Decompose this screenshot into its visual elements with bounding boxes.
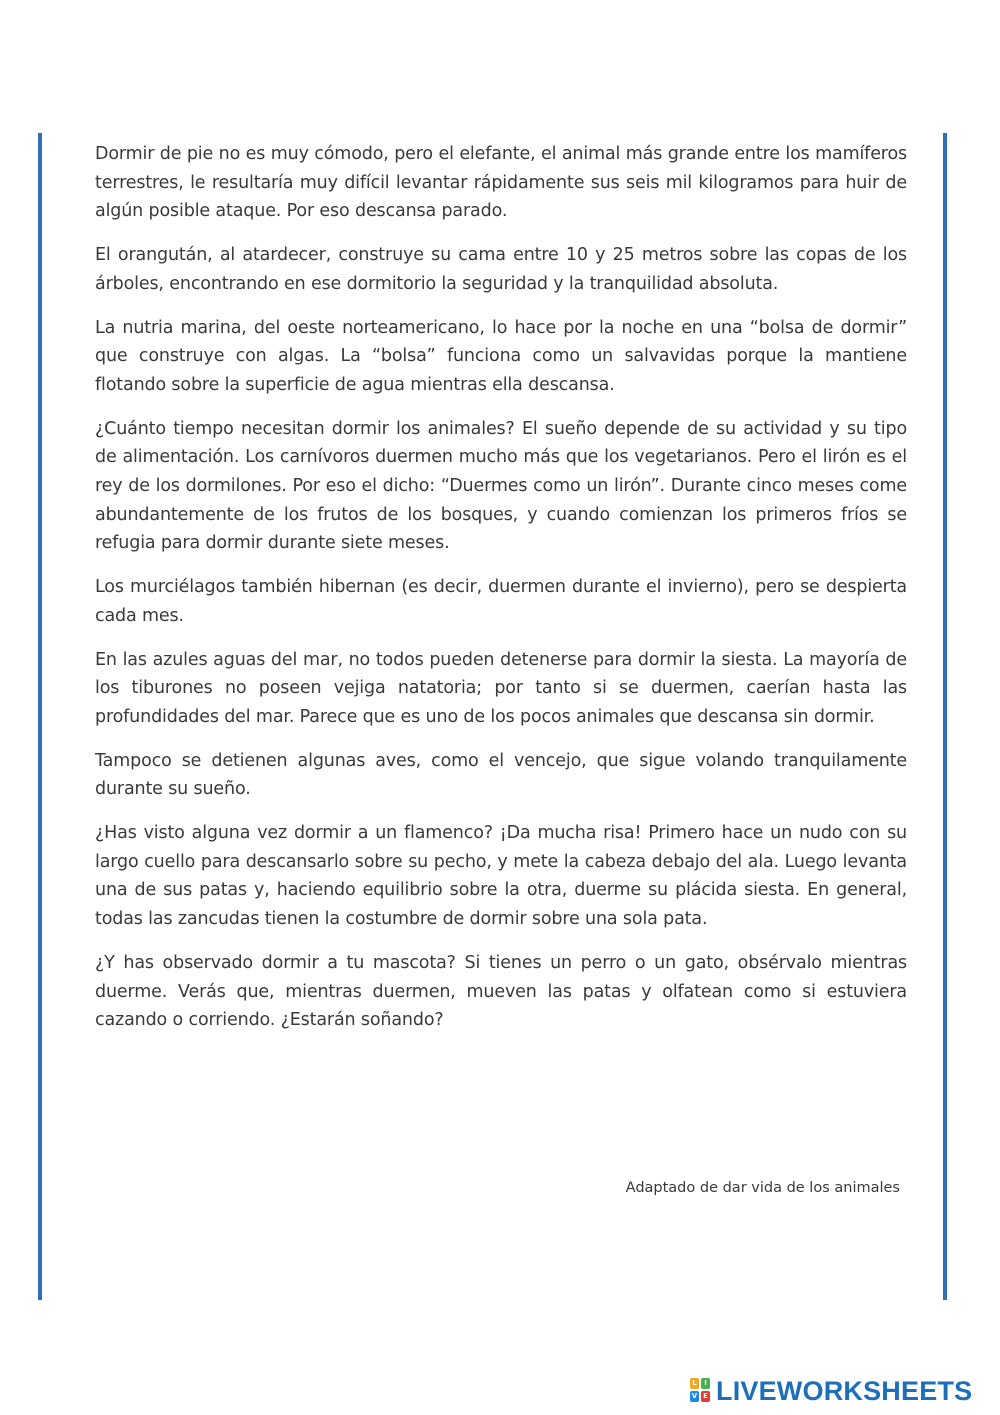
paragraph-tiburones: En las azules aguas del mar, no todos pueden detenerse para dormir la siesta. La mayoría de los tiburones no poseen vejiga natatoria; por tanto si se duermen, caerían hasta las profundidades del mar. Parece que es uno de los pocos animales que descansa sin dormir.	[95, 649, 907, 727]
paragraph-orangutan: El orangután, al atardecer, construye su cama entre 10 y 25 metros sobre las copas de los árboles, encontrando en ese dormitorio la seguridad y la tranquilidad absoluta.	[95, 245, 907, 294]
paragraph-nutria: La nutria marina, del oeste norteamericano, lo hace por la noche en una “bolsa de dormir” que construye con algas. La “bolsa” funciona como un salvavidas porque la mantiene flotando sobre la superficie de agua mientras ella descansa.	[95, 317, 907, 395]
brand-wordmark[interactable]: LIVEWORKSHEETS	[716, 1375, 973, 1406]
right-border-rule	[943, 133, 947, 1300]
paragraph-liron: ¿Cuánto tiempo necesitan dormir los animales? El sueño depende de su actividad y su tipo de alimentación. Los carnívoros duermen mucho más que los vegetarianos. Pero el lirón es el rey de los dormilones. Por eso el dicho: “Duermes como un lirón”. Durante cinco meses come abundantemente de los frutos de los bosques, y cuando comienzan los primeros fríos se refugia para dormir durante siete meses.	[95, 418, 907, 554]
paragraph-mascota: ¿Y has observado dormir a tu mascota? Si tienes un perro o un gato, obsérvalo mientras duerme. Verás que, mientras duermen, mueven las patas y olfatean como si estuviera cazando o corriendo. ¿Estarán soñando?	[95, 952, 907, 1031]
paragraph-murcielagos: Los murciélagos también hibernan (es decir, duermen durante el invierno), pero se despierta cada mes.	[95, 577, 907, 626]
reading-text	[95, 140, 907, 1050]
paragraph-vencejo: Tampoco se detienen algunas aves, como el vencejo, que sigue volando tranquilamente durante su sueño.	[95, 750, 907, 800]
paragraph-flamenco: ¿Has visto alguna vez dormir a un flamenco? ¡Da mucha risa! Primero hace un nudo con su largo cuello para descansarlo sobre su pecho, y mete la cabeza debajo del ala. Luego levanta una de sus patas y, haciendo equilibrio sobre la otra, duerme su plácida siesta. En general, todas las zancudas tienen la costumbre de dormir sobre una sola pata.	[95, 823, 907, 930]
source-attribution: Adaptado de dar vida de los animales	[625, 1180, 900, 1196]
liveworksheets-logo-icon: L I V E	[690, 1378, 712, 1404]
paragraph-elefante: Dormir de pie no es muy cómodo, pero el elefante, el animal más grande entre los mamíferos terrestres, le resultaría muy difícil levantar rápidamente sus seis mil kilogramos para huir de algún posible ataque. Por eso descansa parado.	[95, 144, 907, 222]
left-border-rule	[38, 133, 42, 1300]
liveworksheets-footer[interactable]	[690, 1374, 990, 1408]
